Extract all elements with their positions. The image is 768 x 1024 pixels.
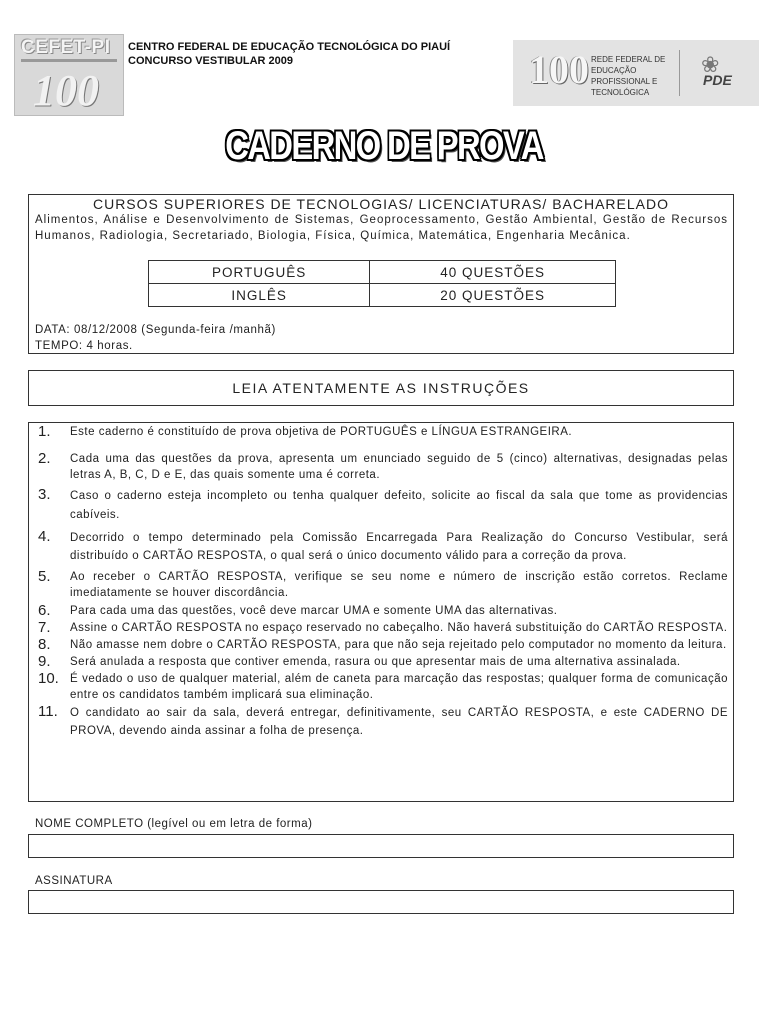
- list-item: [38, 451, 728, 483]
- signature-label: ASSINATURA: [35, 875, 113, 887]
- list-item: [38, 671, 728, 703]
- courses-list: Alimentos, Análise e Desenvolvimento de Sistemas, Geoprocessamento, Gestão Ambiental, Gestão de Recursos Humanos, Radiologia, Secretariado, Biologia, Física, Química, Matemática, Engenharia Mecânica.: [35, 214, 728, 242]
- exam-meta: [35, 322, 276, 354]
- rede-federal-logo: [513, 40, 759, 106]
- centenary-mark: 100: [33, 66, 99, 115]
- exam-time: TEMPO: 4 horas.: [35, 340, 133, 352]
- item-text: Cada uma das questões da prova, apresenta um enunciado seguido de 5 (cinco) alternativas, designadas pelas letras A, B, C, D e E, das quais somente uma é correta.: [70, 453, 728, 481]
- exam-date: DATA: 08/12/2008 (Segunda-feira /manhã): [35, 324, 276, 336]
- item-text: O candidato ao sair da sala, deverá entregar, definitivamente, seu CARTÃO RESPOSTA, e este CADERNO DE PROVA, devendo ainda assinar a folha de presença.: [70, 707, 728, 737]
- list-item: [38, 704, 728, 740]
- name-label: NOME COMPLETO (legível ou em letra de forma): [35, 818, 313, 830]
- full-name-field[interactable]: [28, 834, 734, 858]
- item-number: 10.: [38, 670, 59, 687]
- instructions-list: [38, 424, 728, 740]
- item-text: Ao receber o CARTÃO RESPOSTA, verifique se seu nome e número de inscrição estão corretos. Reclame imediatamente se houver discordância.: [70, 571, 728, 599]
- subject-cell: PORTUGUÊS: [149, 261, 370, 284]
- list-item: [38, 654, 728, 670]
- pde-logo-text: PDE: [703, 72, 732, 88]
- item-text: Assine o CARTÃO RESPOSTA no espaço reservado no cabeçalho. Não haverá substituição do CARTÃO RESPOSTA.: [70, 622, 728, 634]
- logo-stripe: [21, 59, 117, 62]
- item-text: Não amasse nem dobre o CARTÃO RESPOSTA, para que não seja rejeitado pelo computador no momento da leitura.: [70, 639, 727, 651]
- list-item: [38, 424, 728, 440]
- item-number: 5.: [38, 568, 51, 585]
- item-number: 7.: [38, 619, 51, 636]
- instructions-heading: LEIA ATENTAMENTE AS INSTRUÇÕES: [232, 380, 530, 396]
- item-number: 3.: [38, 486, 51, 503]
- list-item: [38, 487, 728, 525]
- header-text: [128, 40, 450, 68]
- cefet-logo-text: CEFET-PI: [21, 37, 111, 58]
- item-number: 1.: [38, 423, 51, 440]
- item-text: Este caderno é constituído de prova objetiva de PORTUGUÊS e LÍNGUA ESTRANGEIRA.: [70, 426, 573, 438]
- list-item: [38, 620, 728, 636]
- list-item: [38, 603, 728, 619]
- item-text: Para cada uma das questões, você deve marcar UMA e somente UMA das alternativas.: [70, 605, 558, 617]
- item-number: 4.: [38, 528, 51, 545]
- list-item: [38, 529, 728, 565]
- item-text: Decorrido o tempo determinado pela Comissão Encarregada Para Realização do Concurso Vestibular, será distribuído o CARTÃO RESPOSTA, o qual será o único documento válido para a correção da prova.: [70, 532, 728, 562]
- list-item: [38, 637, 728, 653]
- signature-field[interactable]: [28, 890, 734, 914]
- questions-cell: 20 QUESTÕES: [370, 284, 616, 307]
- item-number: 2.: [38, 450, 51, 467]
- item-number: 8.: [38, 636, 51, 653]
- item-text: É vedado o uso de qualquer material, além de caneta para marcação das respostas; qualquer forma de comunicação entre os candidatos também implicará sua eliminação.: [70, 673, 728, 701]
- page-title: CADERNO DE PROVA: [225, 124, 543, 168]
- item-text: Será anulada a resposta que contiver emenda, rasura ou que apresentar mais de uma alternativa assinalada.: [70, 656, 681, 668]
- cefet-logo: [14, 34, 124, 116]
- rede-federal-text: REDE FEDERAL DE EDUCAÇÃO PROFISSIONAL E TECNOLÓGICA: [591, 55, 666, 97]
- item-number: 6.: [38, 602, 51, 619]
- pde-book-icon: ❀: [701, 52, 720, 77]
- item-text: Caso o caderno esteja incompleto ou tenha qualquer defeito, solicite ao fiscal da sala que tome as providencias cabíveis.: [70, 490, 728, 521]
- questions-cell: 40 QUESTÕES: [370, 261, 616, 284]
- courses-heading: CURSOS SUPERIORES DE TECNOLOGIAS/ LICENCIATURAS/ BACHARELADO: [92, 196, 670, 212]
- centenary-mark-right: 100: [529, 47, 589, 92]
- item-number: 11.: [38, 703, 58, 720]
- table-row: [149, 284, 616, 307]
- item-number: 9.: [38, 653, 51, 670]
- institution-name: CENTRO FEDERAL DE EDUCAÇÃO TECNOLÓGICA DO PIAUÍ: [128, 41, 451, 53]
- contest-name: CONCURSO VESTIBULAR 2009: [128, 55, 294, 67]
- logo-divider: [679, 50, 680, 96]
- table-row: [149, 261, 616, 284]
- subjects-table: [148, 260, 616, 307]
- subject-cell: INGLÊS: [149, 284, 370, 307]
- list-item: [38, 569, 728, 601]
